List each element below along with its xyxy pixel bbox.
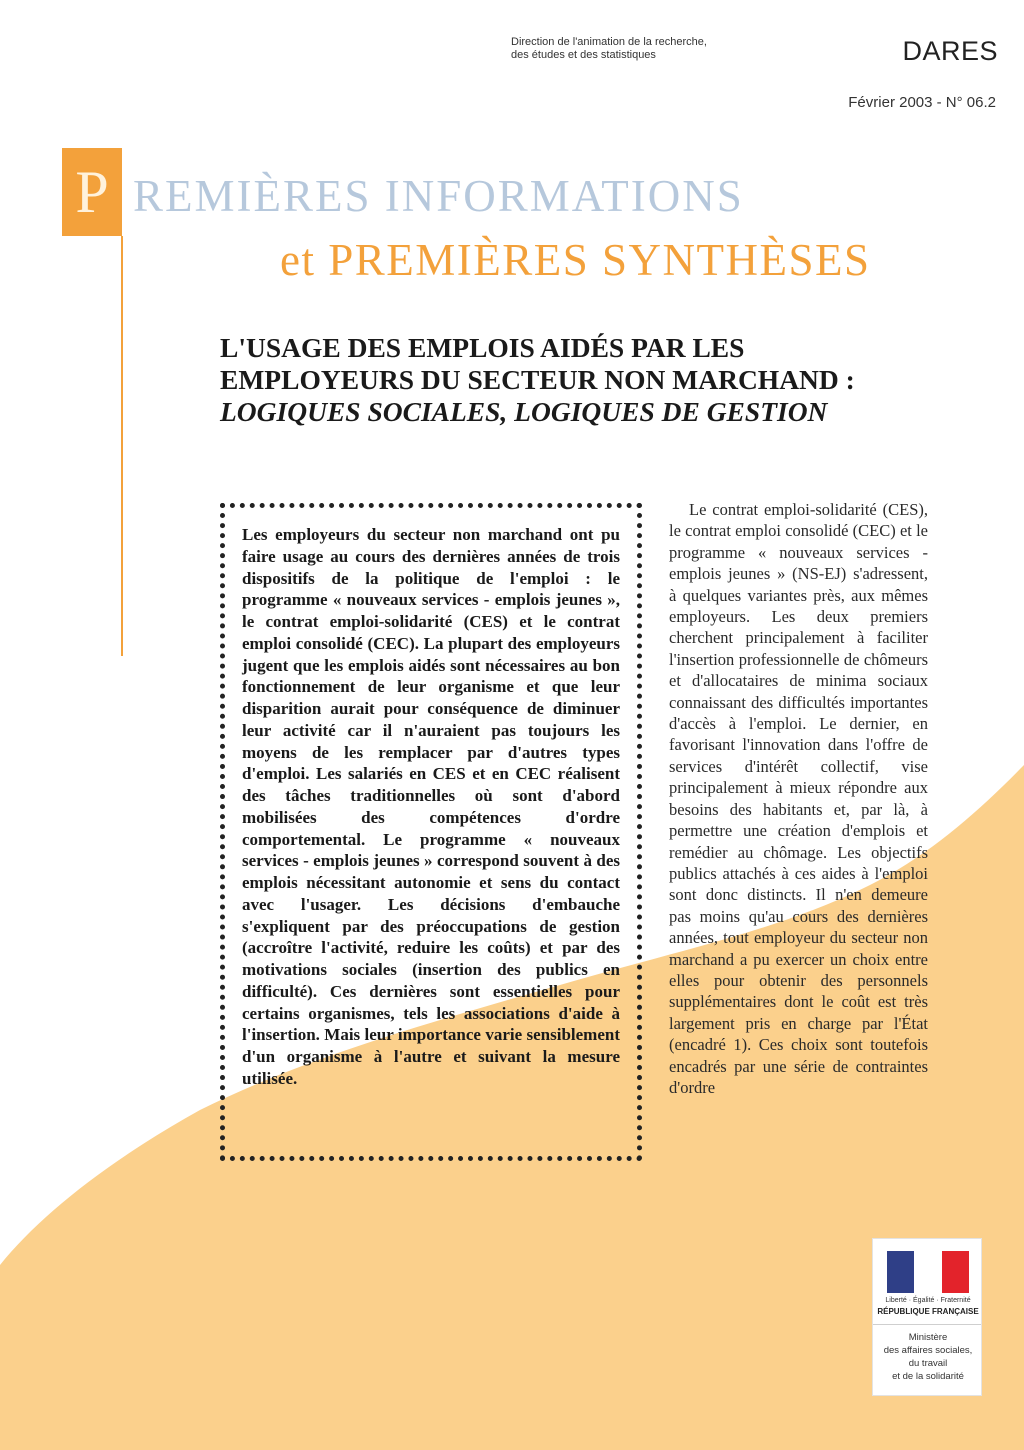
republic-name: RÉPUBLIQUE FRANÇAISE xyxy=(877,1307,979,1316)
brand-logo-text: DARES xyxy=(902,36,998,66)
publisher-name xyxy=(511,36,791,62)
series-initial: P xyxy=(75,159,109,225)
ministry-name xyxy=(877,1331,979,1383)
body-column-text: Le contrat emploi-solidarité (CES), le contrat emploi consolidé (CEC) et le programme « nouveaux services - emplois jeunes » (NS-EJ) s'adressent, à quelques variantes près, aux mêmes employeurs. Les deux premiers cherchent principalement à faciliter l'insertion professionnelle de chômeurs et d'allocataires de minima sociaux connaissant des difficultés importantes d'accès à l'emploi. Le dernier, en favorisant l'innovation dans l'offre de services d'intérêt collectif, vise principalement à mieux répondre aux besoins des habitants et, par là, à permettre une création d'emplois et remédier au chômage. Les objectifs publics attachés à ces aides à l'emploi sont donc distincts. Il n'en demeure pas moins qu'au cours des dernières années, tout employeur du secteur non marchand a pu exercer un choix entre elles pour obtenir des personnels supplémentaires dont le coût est très largement pris en charge par l'État (encadré 1). Ces choix sont toutefois encadrés par une série de contraintes d'ordre xyxy=(669,500,928,1097)
republic-motto: Liberté · Égalité · Fraternité xyxy=(885,1297,971,1304)
article-subtitle: LOGIQUES SOCIALES, LOGIQUES DE GESTION xyxy=(220,396,828,427)
issue-date: Février 2003 - N° 06.2 xyxy=(848,94,996,111)
logo-divider xyxy=(873,1324,981,1325)
series-title-line-1: REMIÈRES INFORMATIONS xyxy=(133,171,744,221)
publisher-line-1: Direction de l'animation de la recherche, xyxy=(511,36,707,48)
publisher-line-2: des études et des statistiques xyxy=(511,49,656,61)
abstract-text: Les employeurs du secteur non marchand ont pu faire usage au cours des dernières années de trois dispositifs de la politique de l'emploi : le programme « nouveaux services - emplois jeunes », le contrat emploi-solidarité (CES) et le contrat emploi consolidé (CEC). La plupart des employeurs jugent que les emplois aidés sont nécessaires au bon fonctionnement de leur organisme et que leur disparition aurait pour conséquence de diminuer leur activité car il n'auraient pas toujours les moyens de les remplacer par d'autres types d'emploi. Les salariés en CES et en CEC réalisent des tâches traditionnelles où sont d'abord mobilisées des compétences d'ordre comportemental. Le programme « nouveaux services - emplois jeunes » correspond souvent à des emplois nécessitant autonomie et sens du contact avec l'usager. Les décisions d'embauche s'expliquent par des préoccupations de gestion (accroître l'activité, reduire les coûts) et par des motivations sociales (insertion des publics en difficulté). Ces dernières sont essentielles pour certains organismes, tels les associations d'aide à l'insertion. Mais leur importance varie sensiblement d'un organisme à l'autre et suivant la mesure utilisée. xyxy=(242,525,620,1088)
article-title-line-1: L'USAGE DES EMPLOIS AIDÉS PAR LES xyxy=(220,332,745,363)
ministry-line-1: Ministère xyxy=(908,1332,948,1343)
ministry-line-4: et de la solidarité xyxy=(892,1371,964,1382)
marianne-flag-icon xyxy=(887,1251,969,1293)
ministry-line-3: du travail xyxy=(908,1358,948,1369)
accent-vertical-rule xyxy=(121,236,123,656)
ministry-line-2: des affaires sociales, xyxy=(883,1345,973,1356)
ministry-logo xyxy=(872,1238,982,1396)
article-title-line-2: EMPLOYEURS DU SECTEUR NON MARCHAND : xyxy=(220,364,855,395)
article-title xyxy=(220,332,950,428)
series-title-line-2: et PREMIÈRES SYNTHÈSES xyxy=(280,235,871,285)
